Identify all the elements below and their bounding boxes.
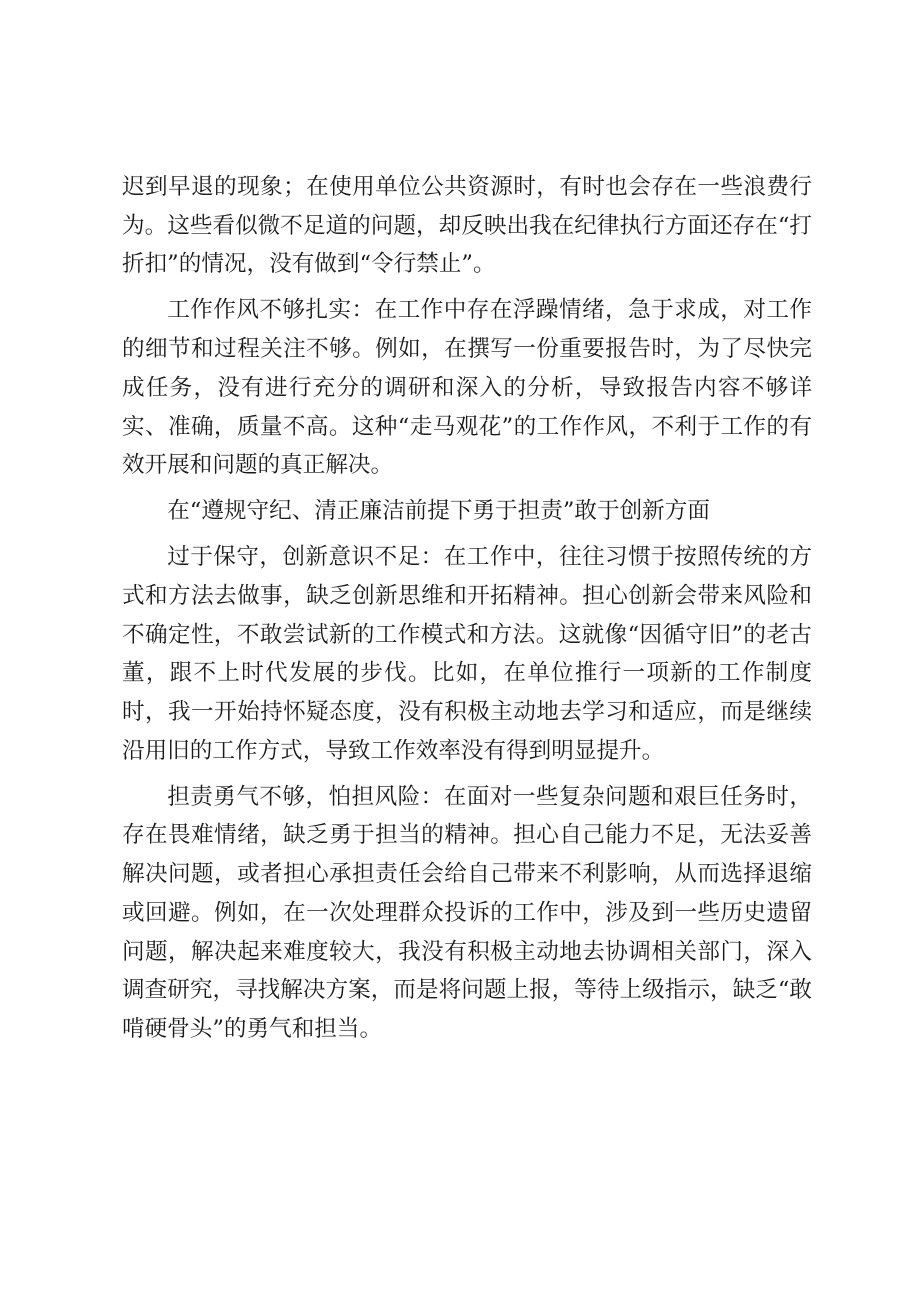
paragraph-discipline-continuation: 迟到早退的现象；在使用单位公共资源时，有时也会存在一些浪费行为。这些看似微不足道的问题，却反映出我在纪律执行方面还存在“打折扣”的情况，没有做到“令行禁止”。 <box>122 174 812 278</box>
paragraph-work-style: 工作作风不够扎实：在工作中存在浮躁情绪，急于求成，对工作的细节和过程关注不够。例如，在撰写一份重要报告时，为了尽快完成任务，没有进行充分的调研和深入的分析，导致报告内容不够详实、准确，质量不高。这种“走马观花”的工作作风，不利于工作的有效开展和问题的真正解决。 <box>122 297 812 479</box>
document-body <box>122 168 812 1056</box>
section-heading-innovation: 在“遵规守纪、清正廉洁前提下勇于担责”敢于创新方面 <box>167 498 710 525</box>
paragraph-conservatism: 过于保守，创新意识不足：在工作中，往往习惯于按照传统的方式和方法去做事，缺乏创新思维和开拓精神。担心创新会带来风险和不确定性，不敢尝试新的工作模式和方法。这就像“因循守旧”的老古董，跟不上时代发展的步伐。比如，在单位推行一项新的工作制度时，我一开始持怀疑态度，没有积极主动地去学习和适应，而是继续沿用旧的工作方式，导致工作效率没有得到明显提升。 <box>122 544 812 764</box>
paragraph-responsibility: 担责勇气不够，怕担风险：在面对一些复杂问题和艰巨任务时，存在畏难情绪，缺乏勇于担当的精神。担心自己能力不足，无法妥善解决问题，或者担心承担责任会给自己带来不利影响，从而选择退缩或回避。例如，在一次处理群众投诉的工作中，涉及到一些历史遗留问题，解决起来难度较大，我没有积极主动地去协调相关部门，深入调查研究，寻找解决方案，而是将问题上报，等待上级指示，缺乏“敢啃硬骨头”的勇气和担当。 <box>122 783 812 1042</box>
